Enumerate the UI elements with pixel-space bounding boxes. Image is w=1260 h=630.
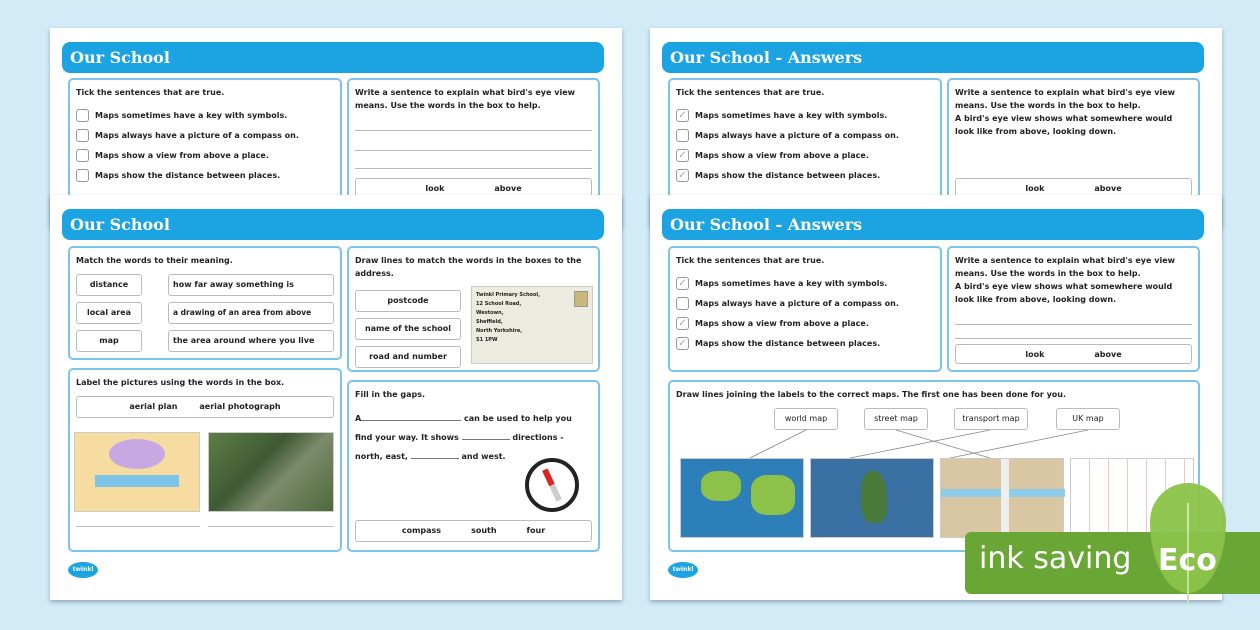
twinkl-logo: twinkl <box>668 562 698 578</box>
check-icon[interactable]: ✓ <box>676 109 689 122</box>
checkbox[interactable] <box>76 169 89 182</box>
word-box: look above <box>355 178 592 198</box>
tick-panel <box>668 78 942 208</box>
statement[interactable] <box>676 105 934 125</box>
word-box: look above <box>955 178 1192 198</box>
map-label[interactable]: transport map <box>954 408 1028 430</box>
eco-label: Eco <box>1158 543 1217 578</box>
match-word[interactable]: local area <box>76 302 142 324</box>
panel-title: Label the pictures using the words in the box. <box>76 378 285 387</box>
match-meaning[interactable]: a drawing of an area from above <box>168 302 334 324</box>
statement[interactable] <box>676 273 934 293</box>
map-label[interactable]: world map <box>774 408 838 430</box>
statement[interactable] <box>676 293 934 313</box>
statement[interactable] <box>76 105 334 125</box>
panel-title: Draw lines to match the words in the boxes to the address. <box>355 256 582 278</box>
match-panel <box>68 246 342 360</box>
panel-title: Tick the sentences that are true. <box>76 88 225 97</box>
address-word[interactable]: name of the school <box>355 318 461 340</box>
answer-text: A bird's eye view shows what somewhere would look like from above, looking down. <box>955 282 1173 304</box>
address-panel <box>347 246 600 372</box>
statement[interactable] <box>76 125 334 145</box>
gaps-text: A can be used to help you find your way. It shows directions - north, east, and west. <box>355 414 572 461</box>
sheet-title: Our School <box>62 42 604 73</box>
aerial-plan-image <box>74 432 200 512</box>
panel-title: Fill in the gaps. <box>355 390 426 399</box>
checkbox[interactable] <box>676 129 689 142</box>
gap-blank[interactable] <box>462 439 510 440</box>
statement-text: Maps sometimes have a key with symbols. <box>695 110 888 120</box>
match-word[interactable]: distance <box>76 274 142 296</box>
check-icon[interactable]: ✓ <box>676 337 689 350</box>
statement[interactable] <box>676 145 934 165</box>
address-word[interactable]: road and number <box>355 346 461 368</box>
tick-panel <box>68 78 342 208</box>
checkbox[interactable] <box>76 149 89 162</box>
worksheet-front-left <box>50 195 622 600</box>
stamp-icon <box>574 291 588 307</box>
word-box: compass south four <box>355 520 592 542</box>
write-panel <box>947 246 1200 372</box>
statement-text: Maps show the distance between places. <box>695 170 881 180</box>
map-label[interactable]: UK map <box>1056 408 1120 430</box>
statement-text: Maps show the distance between places. <box>95 170 281 180</box>
statement-text: Maps always have a picture of a compass on. <box>95 130 299 140</box>
uk-map-image <box>810 458 934 538</box>
gap-blank[interactable] <box>361 420 461 421</box>
statement[interactable] <box>76 165 334 185</box>
check-icon[interactable]: ✓ <box>676 277 689 290</box>
aerial-photograph-image <box>208 432 334 512</box>
match-meaning[interactable]: the area around where you live <box>168 330 334 352</box>
statement[interactable] <box>76 145 334 165</box>
statement[interactable] <box>676 165 934 185</box>
statement-text: Maps sometimes have a key with symbols. <box>95 110 288 120</box>
panel-title: Tick the sentences that are true. <box>676 256 825 265</box>
statement[interactable] <box>676 125 934 145</box>
checkbox[interactable] <box>76 109 89 122</box>
write-panel <box>347 78 600 208</box>
street-map-image <box>940 458 1064 538</box>
answer-text: A bird's eye view shows what somewhere would look like from above, looking down. <box>955 114 1173 136</box>
check-icon[interactable]: ✓ <box>676 169 689 182</box>
statement[interactable] <box>676 333 934 353</box>
twinkl-logo: twinkl <box>68 562 98 578</box>
panel-title: Tick the sentences that are true. <box>676 88 825 97</box>
sheet-title: Our School - Answers <box>662 209 1204 240</box>
sheet-title: Our School - Answers <box>662 42 1204 73</box>
statement[interactable] <box>676 313 934 333</box>
map-label[interactable]: street map <box>864 408 928 430</box>
check-icon[interactable]: ✓ <box>676 149 689 162</box>
statement-text: Maps always have a picture of a compass on. <box>695 130 899 140</box>
checkbox[interactable] <box>676 297 689 310</box>
badge-text: ink saving <box>979 541 1132 576</box>
sheet-title: Our School <box>62 209 604 240</box>
panel-title: Draw lines joining the labels to the correct maps. The first one has been done for you. <box>676 390 1067 399</box>
check-icon[interactable]: ✓ <box>676 317 689 330</box>
panel-title: Write a sentence to explain what bird's eye view means. Use the words in the box to help. <box>955 88 1176 110</box>
match-meaning[interactable]: how far away something is <box>168 274 334 296</box>
envelope: Twinkl Primary School, 12 School Road, Westown, Sheffield, North Yorkshire, S1 1PW <box>471 286 593 364</box>
statement-text: Maps always have a picture of a compass on. <box>695 298 899 308</box>
statement-text: Maps show a view from above a place. <box>695 318 869 328</box>
compass-icon <box>525 458 579 512</box>
panel-title: Write a sentence to explain what bird's eye view means. Use the words in the box to help. <box>355 88 576 110</box>
statement-text: Maps show a view from above a place. <box>95 150 269 160</box>
match-word[interactable]: map <box>76 330 142 352</box>
label-panel <box>68 368 342 552</box>
statement-text: Maps sometimes have a key with symbols. <box>695 278 888 288</box>
gap-blank[interactable] <box>411 458 459 459</box>
write-panel <box>947 78 1200 208</box>
world-map-image <box>680 458 804 538</box>
maps-panel <box>668 380 1200 552</box>
panel-title: Write a sentence to explain what bird's eye view means. Use the words in the box to help. <box>955 256 1176 278</box>
statement-text: Maps show the distance between places. <box>695 338 881 348</box>
panel-title: Match the words to their meaning. <box>76 256 233 265</box>
word-box: look above <box>955 344 1192 364</box>
address-word[interactable]: postcode <box>355 290 461 312</box>
tick-panel <box>668 246 942 372</box>
statement-text: Maps show a view from above a place. <box>695 150 869 160</box>
gaps-panel <box>347 380 600 552</box>
word-box: aerial plan aerial photograph <box>76 396 334 418</box>
checkbox[interactable] <box>76 129 89 142</box>
